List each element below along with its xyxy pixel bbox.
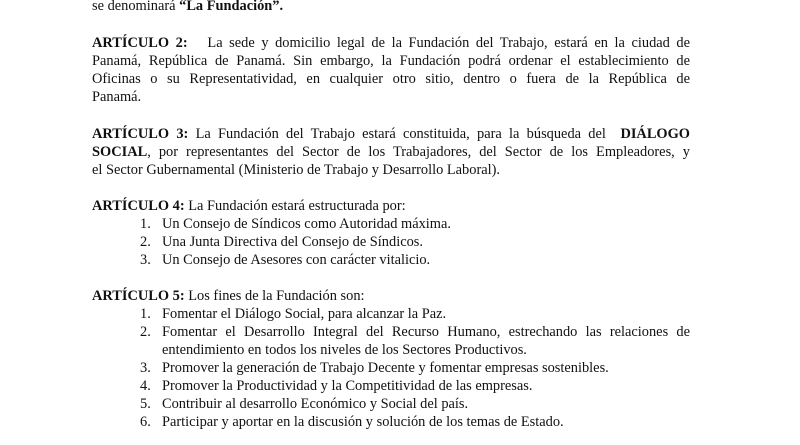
article-4-heading-line xyxy=(92,197,406,215)
list-item xyxy=(140,359,609,377)
article-3-text-1: La Fundación del Trabajo estará constituida, para la búsqueda del xyxy=(195,126,606,142)
list-item xyxy=(140,251,430,269)
list-item-number: 6. xyxy=(140,414,151,430)
article-3-line-3: el Sector Gubernamental (Ministerio de Trabajo y Desarrollo Laboral). xyxy=(92,162,501,178)
article-3-line-2 xyxy=(92,143,690,161)
list-item-number: 5. xyxy=(140,396,151,412)
list-item-continuation: entendimiento en todos los niveles de los Sectores Productivos. xyxy=(162,342,527,358)
list-item-number: 2. xyxy=(140,324,151,340)
list-item-number: 1. xyxy=(140,306,151,322)
list-item-number: 4. xyxy=(140,378,151,394)
list-item xyxy=(140,377,532,395)
list-item xyxy=(140,233,423,251)
list-item-text: Fomentar el Desarrollo Integral del Recurso Humano, estrechando las relaciones de xyxy=(162,324,690,340)
list-item xyxy=(140,395,468,413)
list-item-number: 3. xyxy=(140,360,151,376)
list-item xyxy=(140,215,451,233)
article-2-line-2: Panamá, República de Panamá. Sin embargo, la Fundación podrá ordenar el establecimiento de xyxy=(92,53,690,69)
list-item-text: Participar y aportar en la discusión y solución de los temas de Estado. xyxy=(162,414,564,430)
article-2-text-1: La sede y domicilio legal de la Fundación del Trabajo, estará en la ciudad de xyxy=(207,35,691,51)
list-item-text: Contribuir al desarrollo Económico y Social del país. xyxy=(162,396,469,412)
article-2-line-1 xyxy=(92,34,690,52)
list-item-text: Promover la generación de Trabajo Decente y fomentar empresas sostenibles. xyxy=(162,360,609,376)
article-2-line-4: Panamá. xyxy=(92,89,142,105)
article-5-intro: Los fines de la Fundación son: xyxy=(188,288,365,304)
intro-line xyxy=(92,0,283,15)
intro-prefix: se denominará xyxy=(92,0,180,14)
list-item xyxy=(140,413,564,431)
list-item-number: 2. xyxy=(140,234,151,250)
article-2-heading: ARTÍCULO 2: xyxy=(92,35,188,51)
article-5-heading-line xyxy=(92,287,365,305)
list-item xyxy=(140,305,446,323)
list-item xyxy=(140,323,690,341)
article-3-line-1 xyxy=(92,125,690,143)
list-item-text: Un Consejo de Asesores con carácter vitalicio. xyxy=(162,252,431,268)
list-item-number: 1. xyxy=(140,216,151,232)
article-4-intro: La Fundación estará estructurada por: xyxy=(188,198,406,214)
list-item-text: Promover la Productividad y la Competitividad de las empresas. xyxy=(162,378,533,394)
list-item-text: Un Consejo de Síndicos como Autoridad máxima. xyxy=(162,216,451,232)
article-2-line-3: Oficinas o su Representatividad, en cualquier otro sitio, dentro o fuera de la República de xyxy=(92,71,690,87)
foundation-name: “La Fundación”. xyxy=(179,0,284,14)
article-3-text-2: , por representantes del Sector de los Trabajadores, del Sector de los Empleadores, y xyxy=(147,144,690,160)
article-5-heading: ARTÍCULO 5: xyxy=(92,288,185,304)
dialogo-emphasis: DIÁLOGO xyxy=(620,126,691,142)
list-item-text: Una Junta Directiva del Consejo de Síndicos. xyxy=(162,234,423,250)
list-item-text: Fomentar el Diálogo Social, para alcanzar la Paz. xyxy=(162,306,447,322)
list-item-number: 3. xyxy=(140,252,151,268)
article-4-heading: ARTÍCULO 4: xyxy=(92,198,185,214)
article-3-heading: ARTÍCULO 3: xyxy=(92,126,189,142)
social-emphasis: SOCIAL xyxy=(92,144,148,160)
